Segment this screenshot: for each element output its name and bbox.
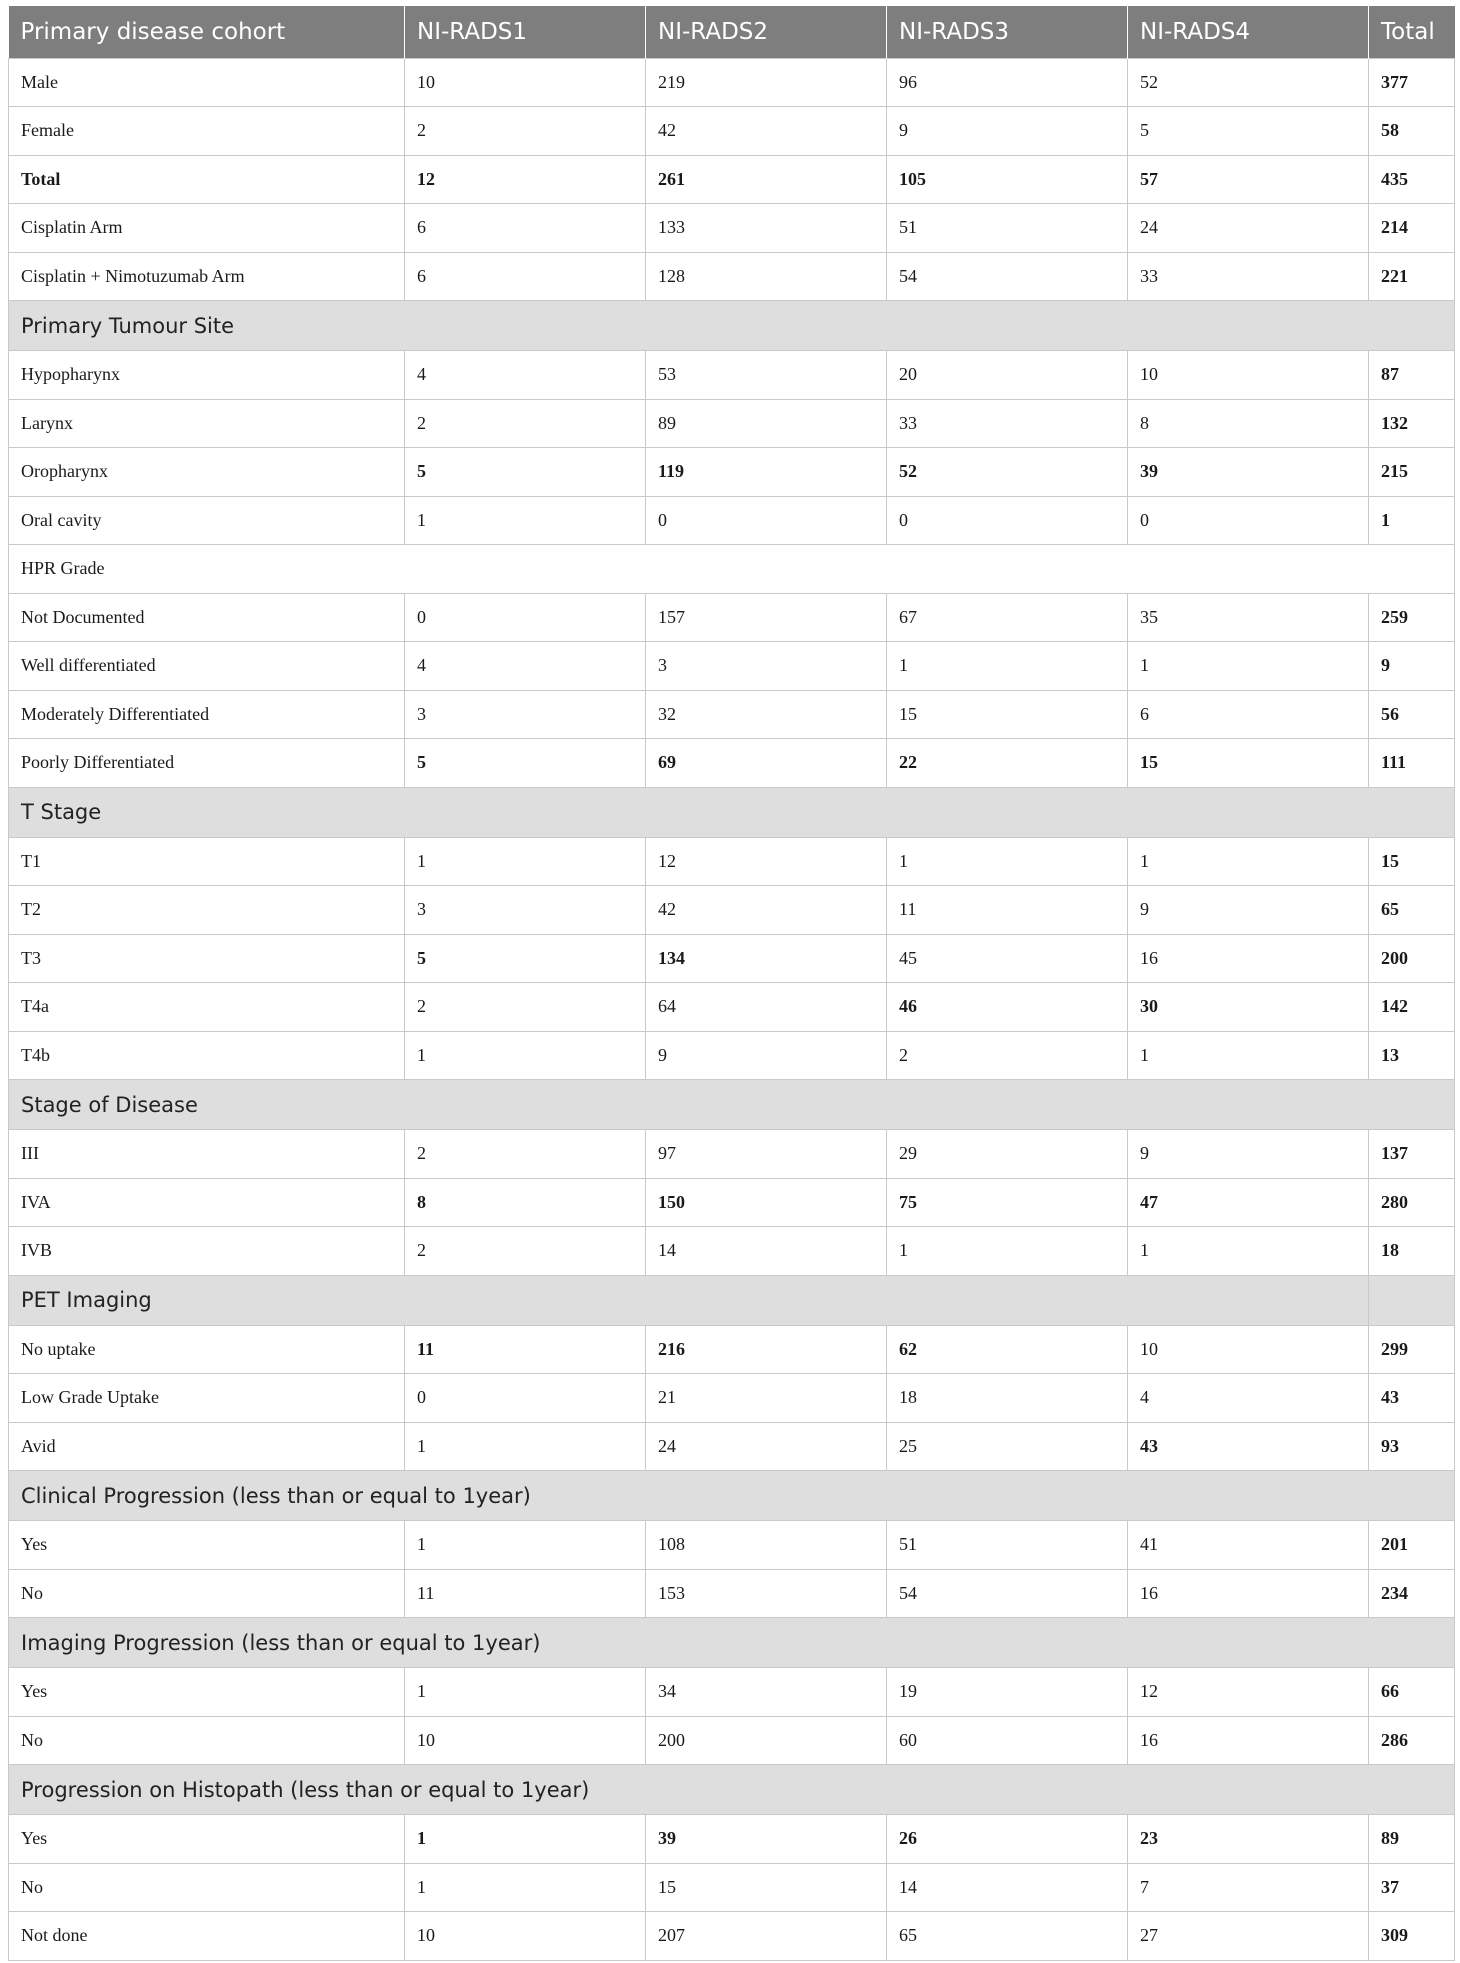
ni-rads3-cell: 15 — [887, 690, 1128, 739]
ni-rads3-cell: 29 — [887, 1130, 1128, 1179]
ni-rads4-cell: 47 — [1128, 1178, 1369, 1227]
row-label: Not done — [9, 1912, 405, 1961]
section-header-row — [9, 1080, 1455, 1130]
total-cell: 234 — [1369, 1569, 1455, 1618]
ni-rads2-cell: 134 — [646, 934, 887, 983]
ni-rads3-cell: 75 — [887, 1178, 1128, 1227]
table-row — [9, 934, 1455, 983]
ni-rads3-cell: 51 — [887, 204, 1128, 253]
row-label: Male — [9, 58, 405, 107]
ni-rads3-cell: 45 — [887, 934, 1128, 983]
section-header-row — [9, 1618, 1455, 1668]
table-row — [9, 1422, 1455, 1471]
table-row — [9, 1521, 1455, 1570]
column-header-ni-rads2: NI-RADS2 — [646, 6, 887, 58]
total-cell: 142 — [1369, 983, 1455, 1032]
row-label: Well differentiated — [9, 642, 405, 691]
row-label: T4b — [9, 1031, 405, 1080]
ni-rads4-cell: 8 — [1128, 399, 1369, 448]
table-row — [9, 690, 1455, 739]
ni-rads1-cell: 11 — [405, 1569, 646, 1618]
ni-rads2-cell: 15 — [646, 1863, 887, 1912]
total-cell: 280 — [1369, 1178, 1455, 1227]
ni-rads2-cell: 69 — [646, 739, 887, 788]
ni-rads4-cell: 10 — [1128, 351, 1369, 400]
section-header-row — [9, 1275, 1455, 1325]
ni-rads2-cell: 21 — [646, 1374, 887, 1423]
total-cell: 286 — [1369, 1716, 1455, 1765]
total-cell: 93 — [1369, 1422, 1455, 1471]
ni-rads2-cell: 12 — [646, 837, 887, 886]
ni-rads2-cell: 216 — [646, 1325, 887, 1374]
total-cell: 435 — [1369, 155, 1455, 204]
row-label: Hypopharynx — [9, 351, 405, 400]
table-row — [9, 1668, 1455, 1717]
table-row — [9, 496, 1455, 545]
table-row — [9, 399, 1455, 448]
table-row — [9, 642, 1455, 691]
ni-rads3-cell: 1 — [887, 837, 1128, 886]
section-header-row — [9, 301, 1455, 351]
ni-rads2-cell: 34 — [646, 1668, 887, 1717]
total-cell: 65 — [1369, 886, 1455, 935]
ni-rads3-cell: 9 — [887, 107, 1128, 156]
ni-rads1-cell: 2 — [405, 399, 646, 448]
ni-rads1-cell: 5 — [405, 739, 646, 788]
total-cell: 309 — [1369, 1912, 1455, 1961]
table-header — [9, 6, 1455, 58]
ni-rads4-cell: 12 — [1128, 1668, 1369, 1717]
ni-rads2-cell: 261 — [646, 155, 887, 204]
ni-rads3-cell: 1 — [887, 1227, 1128, 1276]
total-cell: 13 — [1369, 1031, 1455, 1080]
ni-rads2-cell: 53 — [646, 351, 887, 400]
row-label: III — [9, 1130, 405, 1179]
total-cell: 259 — [1369, 593, 1455, 642]
row-label: Low Grade Uptake — [9, 1374, 405, 1423]
table-row — [9, 593, 1455, 642]
column-header-ni-rads1: NI-RADS1 — [405, 6, 646, 58]
section-header-row — [9, 1765, 1455, 1815]
ni-rads2-cell: 14 — [646, 1227, 887, 1276]
row-label: IVB — [9, 1227, 405, 1276]
total-cell: 214 — [1369, 204, 1455, 253]
table-row — [9, 837, 1455, 886]
ni-rads4-cell: 35 — [1128, 593, 1369, 642]
ni-rads4-cell: 33 — [1128, 252, 1369, 301]
ni-rads4-cell: 1 — [1128, 642, 1369, 691]
ni-rads3-cell: 96 — [887, 58, 1128, 107]
table-row — [9, 1031, 1455, 1080]
ni-rads3-cell: 14 — [887, 1863, 1128, 1912]
cohort-table — [8, 6, 1455, 1961]
ni-rads1-cell: 5 — [405, 934, 646, 983]
ni-rads1-cell: 1 — [405, 1668, 646, 1717]
ni-rads1-cell: 2 — [405, 1227, 646, 1276]
column-header-ni-rads4: NI-RADS4 — [1128, 6, 1369, 58]
table-row — [9, 1178, 1455, 1227]
total-cell: 111 — [1369, 739, 1455, 788]
ni-rads2-cell: 89 — [646, 399, 887, 448]
row-label: Cisplatin + Nimotuzumab Arm — [9, 252, 405, 301]
ni-rads3-cell: 46 — [887, 983, 1128, 1032]
ni-rads4-cell: 0 — [1128, 496, 1369, 545]
ni-rads2-cell: 39 — [646, 1815, 887, 1864]
total-cell: 132 — [1369, 399, 1455, 448]
table-row — [9, 155, 1455, 204]
row-label: Total — [9, 155, 405, 204]
ni-rads2-cell: 150 — [646, 1178, 887, 1227]
ni-rads4-cell: 30 — [1128, 983, 1369, 1032]
table-row — [9, 204, 1455, 253]
row-label: T2 — [9, 886, 405, 935]
ni-rads2-cell: 64 — [646, 983, 887, 1032]
row-label: Oropharynx — [9, 448, 405, 497]
header-row — [9, 6, 1455, 58]
total-cell: 1 — [1369, 496, 1455, 545]
total-cell: 9 — [1369, 642, 1455, 691]
table-row — [9, 983, 1455, 1032]
ni-rads2-cell: 97 — [646, 1130, 887, 1179]
empty-cell — [1369, 1275, 1455, 1325]
ni-rads4-cell: 9 — [1128, 1130, 1369, 1179]
table-row — [9, 107, 1455, 156]
ni-rads3-cell: 26 — [887, 1815, 1128, 1864]
row-label: T4a — [9, 983, 405, 1032]
row-label: Yes — [9, 1815, 405, 1864]
ni-rads2-cell: 3 — [646, 642, 887, 691]
total-cell: 58 — [1369, 107, 1455, 156]
row-label: No — [9, 1863, 405, 1912]
ni-rads4-cell: 10 — [1128, 1325, 1369, 1374]
table-row — [9, 1863, 1455, 1912]
total-cell: 15 — [1369, 837, 1455, 886]
ni-rads1-cell: 1 — [405, 1422, 646, 1471]
total-cell: 56 — [1369, 690, 1455, 739]
ni-rads1-cell: 3 — [405, 886, 646, 935]
ni-rads3-cell: 0 — [887, 496, 1128, 545]
ni-rads2-cell: 133 — [646, 204, 887, 253]
table-row — [9, 448, 1455, 497]
row-label: Oral cavity — [9, 496, 405, 545]
ni-rads3-cell: 2 — [887, 1031, 1128, 1080]
ni-rads1-cell: 1 — [405, 1815, 646, 1864]
ni-rads4-cell: 16 — [1128, 934, 1369, 983]
section-label: PET Imaging — [9, 1275, 1369, 1325]
ni-rads1-cell: 1 — [405, 837, 646, 886]
table-row — [9, 351, 1455, 400]
ni-rads4-cell: 41 — [1128, 1521, 1369, 1570]
ni-rads1-cell: 0 — [405, 1374, 646, 1423]
ni-rads3-cell: 51 — [887, 1521, 1128, 1570]
row-label: No uptake — [9, 1325, 405, 1374]
row-label: No — [9, 1569, 405, 1618]
ni-rads2-cell: 9 — [646, 1031, 887, 1080]
ni-rads2-cell: 42 — [646, 107, 887, 156]
ni-rads1-cell: 8 — [405, 1178, 646, 1227]
row-label: Poorly Differentiated — [9, 739, 405, 788]
row-label: IVA — [9, 1178, 405, 1227]
row-label: T3 — [9, 934, 405, 983]
ni-rads3-cell: 19 — [887, 1668, 1128, 1717]
ni-rads1-cell: 10 — [405, 58, 646, 107]
row-label: Yes — [9, 1521, 405, 1570]
column-header-total: Total — [1369, 6, 1455, 58]
table-body — [9, 58, 1455, 1960]
ni-rads1-cell: 10 — [405, 1912, 646, 1961]
row-label: Female — [9, 107, 405, 156]
table-row — [9, 739, 1455, 788]
ni-rads1-cell: 1 — [405, 1031, 646, 1080]
table-row — [9, 1569, 1455, 1618]
total-cell: 66 — [1369, 1668, 1455, 1717]
ni-rads1-cell: 2 — [405, 1130, 646, 1179]
ni-rads1-cell: 5 — [405, 448, 646, 497]
ni-rads4-cell: 6 — [1128, 690, 1369, 739]
ni-rads1-cell: 12 — [405, 155, 646, 204]
ni-rads3-cell: 60 — [887, 1716, 1128, 1765]
total-cell: 200 — [1369, 934, 1455, 983]
ni-rads3-cell: 65 — [887, 1912, 1128, 1961]
row-label: Larynx — [9, 399, 405, 448]
ni-rads2-cell: 128 — [646, 252, 887, 301]
ni-rads4-cell: 24 — [1128, 204, 1369, 253]
section-label: Progression on Histopath (less than or equal to 1year) — [9, 1765, 1455, 1815]
row-label: No — [9, 1716, 405, 1765]
column-header-cohort: Primary disease cohort — [9, 6, 405, 58]
ni-rads4-cell: 16 — [1128, 1716, 1369, 1765]
total-cell: 89 — [1369, 1815, 1455, 1864]
ni-rads3-cell: 18 — [887, 1374, 1128, 1423]
ni-rads4-cell: 15 — [1128, 739, 1369, 788]
total-cell: 137 — [1369, 1130, 1455, 1179]
section-header-row — [9, 787, 1455, 837]
total-cell: 37 — [1369, 1863, 1455, 1912]
ni-rads3-cell: 33 — [887, 399, 1128, 448]
ni-rads2-cell: 108 — [646, 1521, 887, 1570]
ni-rads4-cell: 16 — [1128, 1569, 1369, 1618]
ni-rads4-cell: 4 — [1128, 1374, 1369, 1423]
ni-rads1-cell: 4 — [405, 351, 646, 400]
row-label: Yes — [9, 1668, 405, 1717]
ni-rads3-cell: 22 — [887, 739, 1128, 788]
total-cell: 18 — [1369, 1227, 1455, 1276]
total-cell: 201 — [1369, 1521, 1455, 1570]
ni-rads1-cell: 6 — [405, 204, 646, 253]
ni-rads2-cell: 0 — [646, 496, 887, 545]
ni-rads1-cell: 10 — [405, 1716, 646, 1765]
ni-rads3-cell: 11 — [887, 886, 1128, 935]
ni-rads1-cell: 1 — [405, 496, 646, 545]
ni-rads3-cell: 1 — [887, 642, 1128, 691]
table-row — [9, 58, 1455, 107]
ni-rads1-cell: 1 — [405, 1521, 646, 1570]
table-row — [9, 1912, 1455, 1961]
ni-rads1-cell: 1 — [405, 1863, 646, 1912]
section-label: Stage of Disease — [9, 1080, 1455, 1130]
ni-rads4-cell: 23 — [1128, 1815, 1369, 1864]
ni-rads2-cell: 207 — [646, 1912, 887, 1961]
ni-rads3-cell: 20 — [887, 351, 1128, 400]
section-label: Clinical Progression (less than or equal to 1year) — [9, 1471, 1455, 1521]
ni-rads3-cell: 62 — [887, 1325, 1128, 1374]
ni-rads4-cell: 1 — [1128, 1227, 1369, 1276]
ni-rads1-cell: 4 — [405, 642, 646, 691]
row-label: Avid — [9, 1422, 405, 1471]
ni-rads2-cell: 24 — [646, 1422, 887, 1471]
table-row — [9, 1716, 1455, 1765]
ni-rads2-cell: 219 — [646, 58, 887, 107]
ni-rads4-cell: 1 — [1128, 1031, 1369, 1080]
total-cell: 221 — [1369, 252, 1455, 301]
ni-rads4-cell: 52 — [1128, 58, 1369, 107]
ni-rads4-cell: 39 — [1128, 448, 1369, 497]
ni-rads3-cell: 54 — [887, 1569, 1128, 1618]
ni-rads2-cell: 157 — [646, 593, 887, 642]
section-label: T Stage — [9, 787, 1455, 837]
column-header-ni-rads3: NI-RADS3 — [887, 6, 1128, 58]
table-row — [9, 1227, 1455, 1276]
table-row — [9, 1374, 1455, 1423]
row-label: Moderately Differentiated — [9, 690, 405, 739]
ni-rads1-cell: 2 — [405, 983, 646, 1032]
ni-rads2-cell: 32 — [646, 690, 887, 739]
ni-rads3-cell: 52 — [887, 448, 1128, 497]
table-row — [9, 1325, 1455, 1374]
ni-rads4-cell: 7 — [1128, 1863, 1369, 1912]
ni-rads2-cell: 42 — [646, 886, 887, 935]
ni-rads1-cell: 3 — [405, 690, 646, 739]
ni-rads4-cell: 1 — [1128, 837, 1369, 886]
total-cell: 299 — [1369, 1325, 1455, 1374]
total-cell: 377 — [1369, 58, 1455, 107]
ni-rads4-cell: 9 — [1128, 886, 1369, 935]
ni-rads4-cell: 5 — [1128, 107, 1369, 156]
total-cell: 43 — [1369, 1374, 1455, 1423]
ni-rads2-cell: 153 — [646, 1569, 887, 1618]
ni-rads2-cell: 119 — [646, 448, 887, 497]
total-cell: 215 — [1369, 448, 1455, 497]
ni-rads1-cell: 11 — [405, 1325, 646, 1374]
table-row — [9, 1130, 1455, 1179]
table-row — [9, 252, 1455, 301]
ni-rads1-cell: 6 — [405, 252, 646, 301]
ni-rads4-cell: 43 — [1128, 1422, 1369, 1471]
ni-rads2-cell: 200 — [646, 1716, 887, 1765]
row-label: Not Documented — [9, 593, 405, 642]
ni-rads3-cell: 54 — [887, 252, 1128, 301]
ni-rads1-cell: 2 — [405, 107, 646, 156]
ni-rads3-cell: 25 — [887, 1422, 1128, 1471]
section-header-row — [9, 1471, 1455, 1521]
table-row — [9, 1815, 1455, 1864]
ni-rads3-cell: 67 — [887, 593, 1128, 642]
row-label: Cisplatin Arm — [9, 204, 405, 253]
subheading-row — [9, 545, 1455, 594]
total-cell: 87 — [1369, 351, 1455, 400]
ni-rads4-cell: 27 — [1128, 1912, 1369, 1961]
ni-rads4-cell: 57 — [1128, 155, 1369, 204]
subheading-label: HPR Grade — [9, 545, 1455, 594]
table-row — [9, 886, 1455, 935]
ni-rads3-cell: 105 — [887, 155, 1128, 204]
section-label: Imaging Progression (less than or equal to 1year) — [9, 1618, 1455, 1668]
section-label: Primary Tumour Site — [9, 301, 1455, 351]
ni-rads1-cell: 0 — [405, 593, 646, 642]
row-label: T1 — [9, 837, 405, 886]
